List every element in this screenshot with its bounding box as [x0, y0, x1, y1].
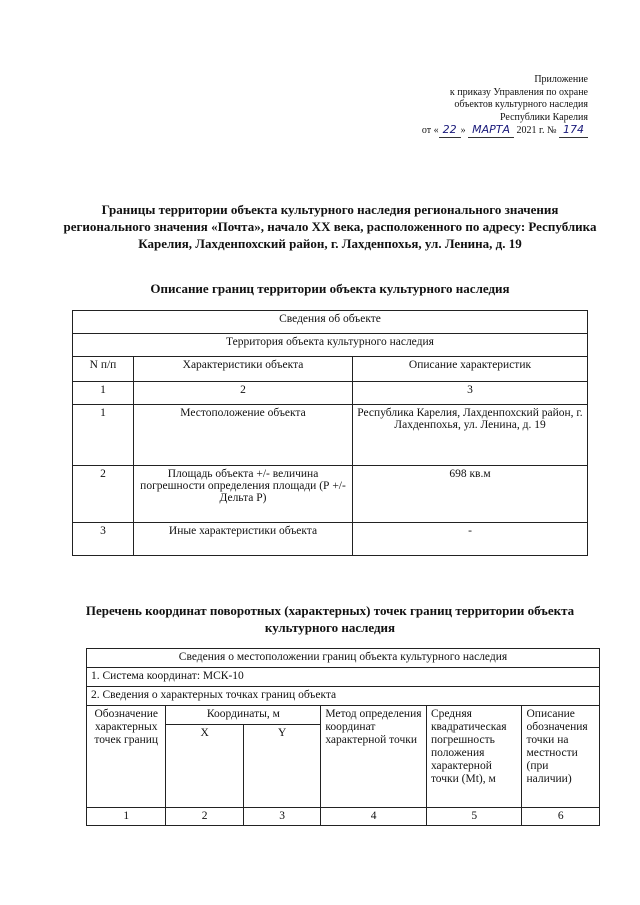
index-cell: 1	[73, 382, 134, 405]
col-x-header: X	[166, 725, 243, 808]
index-cell: 1	[87, 808, 166, 826]
approval-line: Приложение	[534, 74, 588, 85]
approval-block	[422, 74, 588, 138]
col-char-header: Характеристики объекта	[134, 357, 353, 382]
row-desc: 698 кв.м	[353, 466, 588, 523]
index-cell: 5	[426, 808, 522, 826]
col-coords-header: Координаты, м	[166, 706, 321, 725]
table1-header2: Территория объекта культурного наследия	[73, 334, 588, 357]
approval-line: объектов культурного наследия	[454, 99, 588, 110]
coordinates-table	[86, 648, 600, 826]
handwritten-month: МАРТА	[468, 124, 514, 138]
row-char: Местоположение объекта	[134, 405, 353, 466]
index-cell: 3	[353, 382, 588, 405]
col-accuracy-header: Средняя квадратическая погрешность положения характерной точки (Mt), м	[426, 706, 522, 808]
row-char: Площадь объекта +/- величина погрешности определения площади (Р +/- Дельта Р)	[134, 466, 353, 523]
col-desc-header: Описание характеристик	[353, 357, 588, 382]
col-y-header: Y	[243, 725, 320, 808]
handwritten-day: 22	[439, 124, 461, 138]
section2-heading: Перечень координат поворотных (характерных) точек границ территории объекта культурного наследия	[85, 603, 575, 635]
col-designation-header: Обозначение характерных точек границ	[87, 706, 166, 808]
table-row	[73, 466, 588, 523]
row-num: 1	[73, 405, 134, 466]
index-cell: 3	[243, 808, 320, 826]
row-char: Иные характеристики объекта	[134, 523, 353, 556]
approval-line: Республики Карелия	[499, 111, 588, 123]
approval-line: к приказу Управления по охране	[449, 86, 588, 98]
row-num: 2	[73, 466, 134, 523]
index-cell: 2	[134, 382, 353, 405]
document-title: Границы территории объекта культурного наследия регионального значения регионального значения «Почта», начало XX века, расположенного по адресу: Республика Карелия, Лахденпохский район, г. Лахденпохья, ул. Ленина, д. 19	[63, 202, 597, 251]
handwritten-number: 174	[559, 124, 588, 138]
col-description-header: Описание обозначения точки на местности (при наличии)	[522, 706, 600, 808]
col-method-header: Метод определения координат характерной точки	[321, 706, 427, 808]
row-num: 3	[73, 523, 134, 556]
coordinate-system: 1. Система координат: МСК-10	[87, 668, 600, 687]
points-info: 2. Сведения о характерных точках границ объекта	[87, 687, 600, 706]
index-cell: 6	[522, 808, 600, 826]
object-info-table	[72, 310, 588, 556]
approval-date: от « 22 » МАРТА 2021 г. № 174	[422, 124, 588, 138]
row-desc: Республика Карелия, Лахденпохский район, г. Лахденпохья, ул. Ленина, д. 19	[353, 405, 588, 466]
col-num-header: N п/п	[73, 357, 134, 382]
index-cell: 4	[321, 808, 427, 826]
table2-header: Сведения о местоположении границ объекта культурного наследия	[87, 649, 600, 668]
index-cell: 2	[166, 808, 243, 826]
table-row	[73, 405, 588, 466]
row-desc: -	[353, 523, 588, 556]
section1-heading: Описание границ территории объекта культурного наследия	[150, 281, 510, 296]
table-row	[73, 523, 588, 556]
table1-header1: Сведения об объекте	[73, 311, 588, 334]
